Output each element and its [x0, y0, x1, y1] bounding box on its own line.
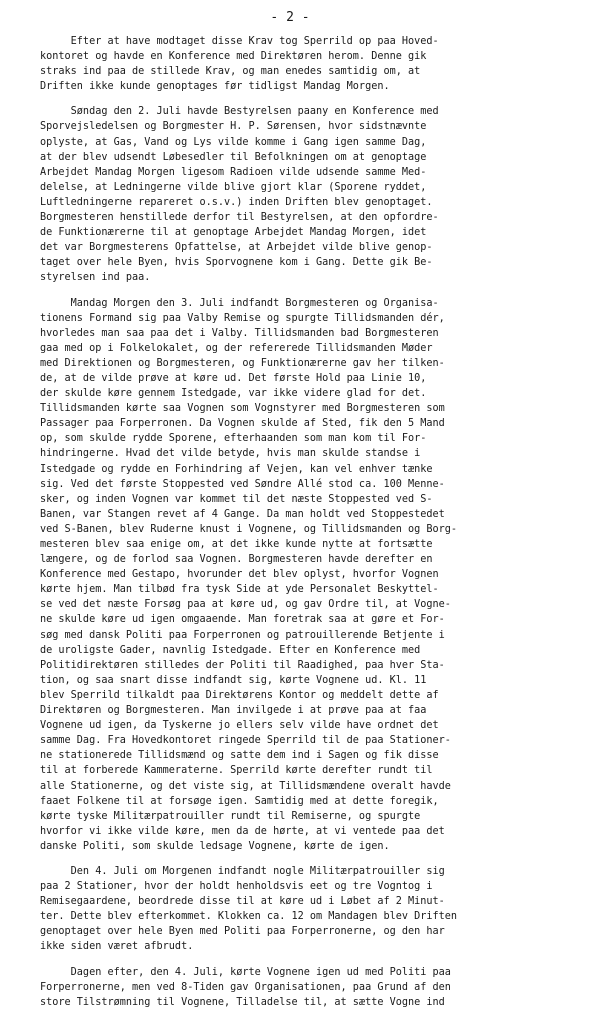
paragraph — [40, 864, 580, 955]
text-line: de uroligste Gader, navnlig Istedgade. Efter en Konference med — [40, 644, 421, 656]
text-line: hvorledes man saa paa det i Valby. Tillidsmanden bad Borgmesteren — [40, 327, 439, 339]
text-line: tion, og saa snart disse indfandt sig, kørte Vognene ud. Kl. 11 — [40, 674, 427, 686]
text-line: søg med dansk Politi paa Forperronen og patrouillerende Betjente i — [40, 629, 445, 641]
text-line: gaa med op i Folkelokalet, og der refererede Tillidsmanden Møder — [40, 342, 433, 354]
text-line: ved S-Banen, blev Ruderne knust i Vognene, og Tillidsmanden og Borg- — [40, 523, 458, 535]
text-line: ikke siden været afbrudt. — [40, 941, 194, 953]
text-line: de, at de vilde prøve at køre ud. Det første Hold paa Linie 10, — [40, 372, 427, 384]
text-line: Dagen efter, den 4. Juli, kørte Vognene igen ud med Politi paa — [40, 966, 451, 978]
text-line: danske Politi, som skulde ledsage Vognene, kørte de igen. — [40, 840, 390, 852]
text-line: til at forberede Kammeraterne. Sperrild kørte derefter rundt til — [40, 765, 433, 777]
text-line: alle Stationerne, og det viste sig, at Tillidsmændene overalt havde — [40, 780, 451, 792]
paragraph — [40, 296, 580, 854]
text-line: Konference med Gestapo, hvorunder det blev oplyst, hvorfor Vognen — [40, 569, 439, 581]
text-line: ne stationerede Tillidsmænd og satte dem ind i Sagen og fik disse — [40, 750, 439, 762]
text-line: det var Borgmesterens Opfattelse, at Arbejdet vilde blive genop- — [40, 242, 433, 254]
text-line: tionens Formand sig paa Valby Remise og spurgte Tillidsmanden dér, — [40, 312, 445, 324]
text-line: længere, og de forlod saa Vognen. Borgmesteren havde derefter en — [40, 554, 433, 566]
text-line: taget over hele Byen, hvis Sporvognene kom i Gang. Dette gik Be- — [40, 257, 433, 269]
text-line: Den 4. Juli om Morgenen indfandt nogle Militærpatrouiller sig — [40, 865, 445, 877]
text-line: op, som skulde rydde Sporene, efterhaanden som man kom til For- — [40, 433, 427, 445]
text-line: ne skulde køre ud igen omgaaende. Man foretrak saa at gøre et For- — [40, 614, 445, 626]
text-line: Borgmesteren henstillede derfor til Bestyrelsen, at den opfordre- — [40, 212, 439, 224]
text-line: Politidirektøren stilledes der Politi til Raadighed, paa hver Sta- — [40, 659, 445, 671]
text-line: Efter at have modtaget disse Krav tog Sperrild op paa Hoved- — [40, 36, 439, 47]
text-line: hindringerne. Hvad det vilde betyde, hvis man skulde standse i — [40, 448, 421, 460]
text-line: Istedgade og rydde en Forhindring af Vejen, kan vel enhver tænke — [40, 463, 433, 475]
text-line: straks ind paa de stillede Krav, og man enedes samtidig om, at — [40, 66, 421, 78]
text-line: ter. Dette blev efterkommet. Klokken ca. 12 om Mandagen blev Driften — [40, 911, 458, 923]
text-line: Luftledningerne repareret o.s.v.) inden Driften blev genoptaget. — [40, 196, 433, 208]
text-line: faaet Folkene til at forsøge igen. Samtidig med at dette foregik, — [40, 795, 439, 807]
text-line: oplyste, at Gas, Vand og Lys vilde komme i Gang igen samme Dag, — [40, 136, 427, 148]
text-line: der skulde køre gennem Istedgade, var ikke videre glad for det. — [40, 388, 427, 400]
text-line: at der blev udsendt Løbesedler til Befolkningen om at genoptage — [40, 151, 427, 163]
text-line: Søndag den 2. Juli havde Bestyrelsen paany en Konference med — [40, 106, 439, 118]
text-line: de Funktionærerne til at genoptage Arbejdet Mandag Morgen, idet — [40, 227, 427, 239]
body-text — [40, 34, 580, 1010]
text-line: Direktøren og Borgmesteren. Man invilgede i at prøve paa at faa — [40, 705, 427, 717]
text-line: Banen, var Stangen revet af 4 Gange. Da man holdt ved Stoppestedet — [40, 508, 445, 520]
text-line: paa 2 Stationer, hvor der holdt henholdsvis eet og tre Vogntog i — [40, 881, 433, 893]
text-line: Forperronerne, men ved 8-Tiden gav Organisationen, paa Grund af den — [40, 981, 451, 993]
text-line: Vognene ud igen, da Tyskerne jo ellers selv vilde have ordnet det — [40, 720, 439, 732]
text-line: samme Dag. Fra Hovedkontoret ringede Sperrild til de paa Stationer- — [40, 735, 451, 747]
text-line: genoptaget over hele Byen med Politi paa Forperronerne, og den har — [40, 926, 445, 938]
text-line: Passager paa Forperronen. Da Vognen skulde af Sted, fik den 5 Mand — [40, 418, 445, 430]
text-line: delelse, at Ledningerne vilde blive gjort klar (Sporene ryddet, — [40, 181, 427, 193]
page-number: - 2 - — [270, 10, 310, 25]
text-line: store Tilstrømning til Vognene, Tilladelse til, at sætte Vogne ind — [40, 996, 445, 1008]
text-line: hvorfor vi ikke vilde køre, men da de hørte, at vi ventede paa det — [40, 825, 445, 837]
text-line: Sporvejsledelsen og Borgmester H. P. Sørensen, hvor sidstnævnte — [40, 121, 427, 133]
text-line: kontoret og havde en Konference med Direktøren herom. Denne gik — [40, 51, 427, 63]
paragraph — [40, 965, 580, 1010]
text-line: blev Sperrild tilkaldt paa Direktørens Kontor og meddelt dette af — [40, 689, 439, 701]
text-line: med Direktionen og Borgmesteren, og Funktionærerne gav her tilken- — [40, 357, 445, 369]
text-line: Arbejdet Mandag Morgen ligesom Radioen vilde udsende samme Med- — [40, 166, 427, 178]
paragraph — [40, 104, 580, 285]
text-line: kørte hjem. Man tilbød fra tysk Side at yde Personalet Beskyttel- — [40, 584, 439, 596]
text-line: sker, og inden Vognen var kommet til det næste Stoppested ved S- — [40, 493, 433, 505]
text-line: Remisegaardene, beordrede disse til at køre ud i Løbet af 2 Minut- — [40, 896, 445, 908]
text-line: styrelsen ind paa. — [40, 272, 151, 284]
paragraph — [40, 34, 580, 94]
text-line: Mandag Morgen den 3. Juli indfandt Borgmesteren og Organisa- — [40, 297, 439, 309]
text-line: mesteren blev saa enige om, at det ikke kunde nytte at fortsætte — [40, 539, 433, 550]
text-line: sig. Ved det første Stoppested ved Søndre Allé stod ca. 100 Menne- — [40, 478, 445, 490]
text-line: kørte tyske Militærpatrouiller rundt til Remiserne, og spurgte — [40, 810, 421, 822]
text-line: Tillidsmanden kørte saa Vognen som Vognstyrer med Borgmesteren som — [40, 403, 445, 415]
text-line: se ved det næste Forsøg paa at køre ud, og gav Ordre til, at Vogne- — [40, 599, 451, 611]
text-line: Driften ikke kunde genoptages før tidligst Mandag Morgen. — [40, 81, 390, 93]
